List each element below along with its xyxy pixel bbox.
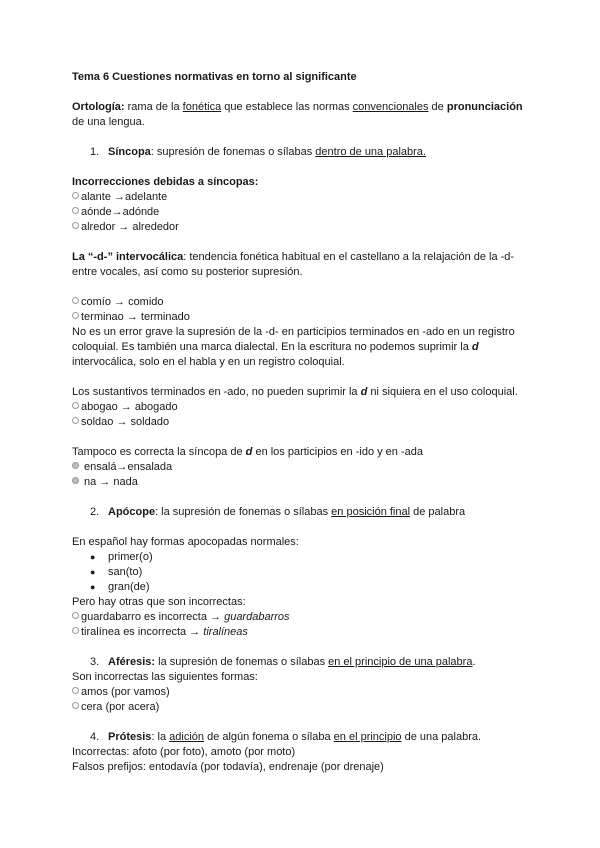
aferesis-intro: Son incorrectas las siguientes formas: — [72, 671, 258, 683]
circle-bullet-icon — [72, 222, 79, 229]
list-item: comío → comido — [72, 295, 532, 310]
document-title: Tema 6 Cuestiones normativas en torno al significante — [72, 71, 357, 83]
section-sincopa: 1. Síncopa: supresión de fonemas o sílabas dentro de una palabra. — [90, 146, 426, 158]
circle-bullet-icon — [72, 297, 79, 304]
ortologia-definition: Ortología: rama de la fonética que establece las normas convencionales de pronunciación de una lengua. — [72, 101, 523, 128]
circle-bullet-icon — [72, 462, 79, 469]
list-item: tiralínea es incorrecta → tiralíneas — [72, 625, 532, 640]
bullet-dot-icon: ● — [90, 567, 96, 577]
list-item: aónde→adónde — [72, 205, 532, 220]
term-ortologia: Ortología: — [72, 101, 125, 113]
list-item: ● primer(o) — [90, 551, 153, 563]
list-item: guardabarro es incorrecta → guardabarros — [72, 610, 532, 625]
list-item: ● san(to) — [90, 566, 143, 578]
circle-bullet-icon — [72, 402, 79, 409]
list-item: alante →adelante — [72, 190, 532, 205]
circle-bullet-icon — [72, 417, 79, 424]
sustantivos-paragraph: Los sustantivos terminados en -ado, no pueden suprimir la d ni siquiera en el uso coloquial. — [72, 386, 518, 398]
circle-bullet-icon — [72, 612, 79, 619]
circle-bullet-icon — [72, 627, 79, 634]
list-item: ensalá→ensalada — [72, 460, 532, 475]
circle-bullet-icon — [72, 312, 79, 319]
list-item: terminao → terminado — [72, 310, 532, 325]
circle-bullet-icon — [72, 192, 79, 199]
protesis-incorrectas: Incorrectas: afoto (por foto), amoto (por moto) — [72, 746, 296, 758]
document-content — [72, 70, 532, 775]
bullet-dot-icon: ● — [90, 582, 96, 592]
section-aferesis: 3. Aféresis: la supresión de fonemas o sílabas en el principio de una palabra. — [90, 656, 476, 668]
list-item: soldao → soldado — [72, 415, 532, 430]
protesis-falsos-prefijos: Falsos prefijos: entodavía (por todavía), endrenaje (por drenaje) — [72, 761, 384, 773]
circle-bullet-icon — [72, 687, 79, 694]
d-paragraph: No es un error grave la supresión de la -d- en participios terminados en -ado en un registro coloquial. Es también una marca dialectal. En la escritura no podemos suprimir la d intervocálica, solo en el habla y en un registro coloquial. — [72, 326, 515, 368]
circle-bullet-icon — [72, 702, 79, 709]
list-item: na → nada — [72, 475, 532, 490]
incorrecciones-heading: Incorrecciones debidas a síncopas: — [72, 176, 259, 188]
circle-bullet-icon — [72, 477, 79, 484]
bullet-dot-icon: ● — [90, 552, 96, 562]
list-item: cera (por acera) — [72, 700, 532, 715]
circle-bullet-icon — [72, 207, 79, 214]
list-item: ● gran(de) — [90, 581, 150, 593]
tampoco-paragraph: Tampoco es correcta la síncopa de d en los participios en -ido y en -ada — [72, 446, 423, 458]
section-protesis: 4. Prótesis: la adición de algún fonema o sílaba en el principio de una palabra. — [90, 731, 482, 743]
list-item: abogao → abogado — [72, 400, 532, 415]
list-item: amos (por vamos) — [72, 685, 532, 700]
apocope-intro: En español hay formas apocopadas normales: — [72, 536, 299, 548]
section-apocope: 2. Apócope: la supresión de fonemas o sílabas en posición final de palabra — [90, 506, 466, 518]
d-intervocalica-definition: La “-d-” intervocálica: tendencia fonética habitual en el castellano a la relajación de la -d- entre vocales, así como su posterior supresión. — [72, 251, 515, 278]
apocope-incorrect-intro: Pero hay otras que son incorrectas: — [72, 596, 246, 608]
list-item: alredor → alrededor — [72, 220, 532, 235]
